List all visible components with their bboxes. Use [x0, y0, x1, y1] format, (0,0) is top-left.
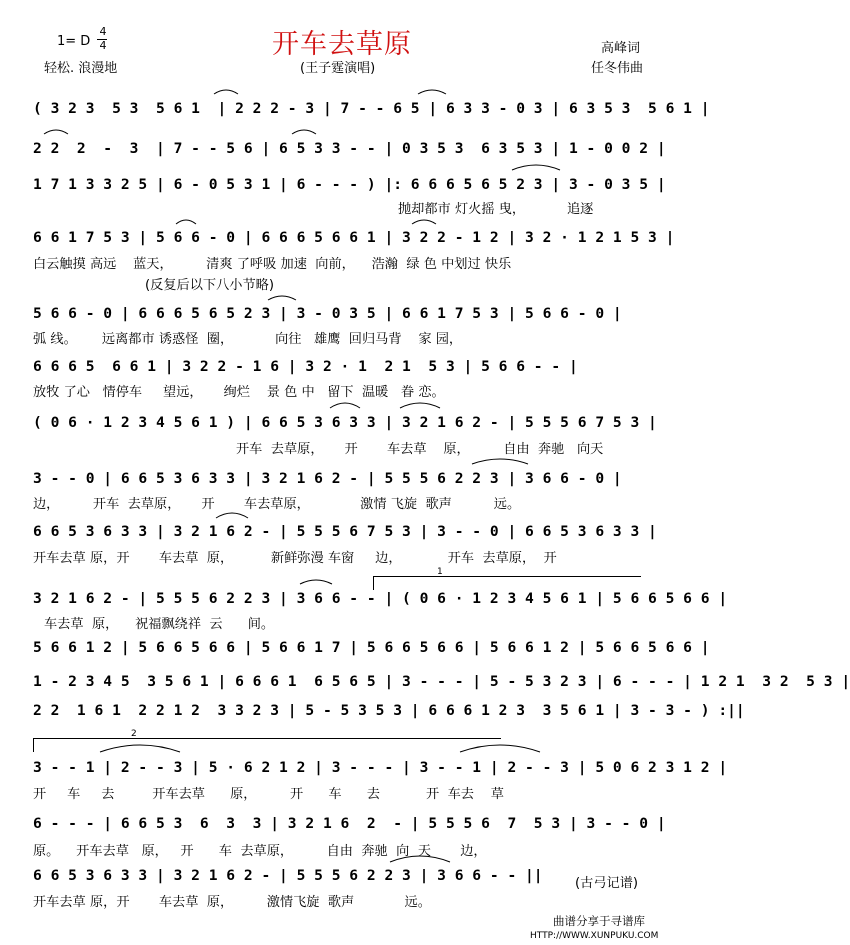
- lyric-line-14: 开 车 去 开车去草 原， 开 车 去 开 车去 草: [33, 787, 504, 802]
- score-line-2: 2 2 2 - 3 | 7 - - 5 6 | 6 5 3 3 - - | 0 3 5 3 6 3 5 3 | 1 - 0 0 2 |: [33, 140, 666, 157]
- time-signature-bottom: 4: [99, 39, 107, 52]
- score-line-13: 2 2 1 6 1 2 2 1 2 3 3 2 3 | 5 - 5 3 5 3 | 6 6 6 1 2 3 3 5 6 1 | 3 - 3 - ) :||: [33, 702, 745, 719]
- score-line-1: ( 3 2 3 5 3 5 6 1 | 2 2 2 - 3 | 7 - - 6 5 | 6 3 3 - 0 3 | 6 3 5 3 5 6 1 |: [33, 100, 710, 117]
- volta-1-label: 1: [437, 567, 443, 577]
- score-line-4: 6 6 1 7 5 3 | 5 6 6 - 0 | 6 6 6 5 6 6 1 | 3 2 2 - 1 2 | 3 2 · 1 2 1 5 3 |: [33, 229, 675, 246]
- volta-2-label: 2: [131, 729, 137, 739]
- score-line-3: 1 7 1 3 3 2 5 | 6 - 0 5 3 1 | 6 - - - ) |: 6 6 6 5 6 5 2 3 | 3 - 0 3 5 |: [33, 176, 666, 193]
- lyric-line-10: 车去草 原， 祝福飘绕祥 云 间。: [44, 617, 275, 632]
- key-signature: 1= D: [57, 34, 91, 49]
- score-line-14: 3 - - 1 | 2 - - 3 | 5 · 6 2 1 2 | 3 - - - | 3 - - 1 | 2 - - 3 | 5 0 6 2 3 1 2 |: [33, 759, 728, 776]
- score-line-12: 1 - 2 3 4 5 3 5 6 1 | 6 6 6 1 6 5 6 5 | 3 - - - | 5 - 5 3 2 3 | 6 - - - | 1 2 1 3 2 5 3 |: [33, 673, 850, 690]
- lyricist-credit: 高峰词: [601, 41, 641, 56]
- lyric-line-4: 白云触摸 高远 蓝天， 清爽 了呼吸 加速 向前， 浩瀚 绿 色 中划过 快乐: [33, 257, 512, 272]
- score-line-10: 3 2 1 6 2 - | 5 5 5 6 2 2 3 | 3 6 6 - - | ( 0 6 · 1 2 3 4 5 6 1 | 5 6 6 5 6 6 |: [33, 590, 728, 607]
- score-line-5: 5 6 6 - 0 | 6 6 6 5 6 5 2 3 | 3 - 0 3 5 | 6 6 1 7 5 3 | 5 6 6 - 0 |: [33, 305, 622, 322]
- score-line-15: 6 - - - | 6 6 5 3 6 3 3 | 3 2 1 6 2 - | 5 5 5 6 7 5 3 | 3 - - 0 |: [33, 815, 666, 832]
- time-signature-top: 4: [99, 25, 107, 38]
- lyric-line-16: 开车去草 原，开 车去草 原， 激情飞旋 歌声 远。: [33, 895, 431, 910]
- score-line-9: 6 6 5 3 6 3 3 | 3 2 1 6 2 - | 5 5 5 6 7 5 3 | 3 - - 0 | 6 6 5 3 6 3 3 |: [33, 523, 657, 540]
- repeat-note: (反复后以下八小节略): [145, 278, 274, 293]
- song-title: 开车去草原: [272, 29, 412, 60]
- score-line-11: 5 6 6 1 2 | 5 6 6 5 6 6 | 5 6 6 1 7 | 5 6 6 5 6 6 | 5 6 6 1 2 | 5 6 6 5 6 6 |: [33, 639, 710, 656]
- lyric-line-7: 开车 去草原， 开 车去草 原， 自由 奔驰 向天: [236, 442, 604, 457]
- composer-credit: 任冬伟曲: [591, 61, 644, 76]
- score-line-8: 3 - - 0 | 6 6 5 3 6 3 3 | 3 2 1 6 2 - | 5 5 5 6 2 2 3 | 3 6 6 - 0 |: [33, 470, 622, 487]
- notation-credit: (古弓记谱): [575, 876, 639, 891]
- tempo-style: 轻松. 浪漫地: [44, 61, 118, 76]
- lyric-line-15: 原。 开车去草 原， 开 车 去草原， 自由 奔驰 向 天 边，: [33, 844, 487, 859]
- singer-credit: (王子霆演唱): [300, 61, 376, 76]
- footer-url[interactable]: HTTP://WWW.XUNPUKU.COM: [530, 931, 659, 941]
- score-line-6: 6 6 6 5 6 6 1 | 3 2 2 - 1 6 | 3 2 · 1 2 1 5 3 | 5 6 6 - - |: [33, 358, 578, 375]
- lyric-line-5: 弧 线。 远离都市 诱惑怪 圈， 向往 雄鹰 回归马背 家 园，: [33, 332, 463, 347]
- lyric-line-9: 开车去草 原，开 车去草 原， 新鲜弥漫 车窗 边， 开车 去草原， 开: [33, 551, 557, 566]
- lyric-line-3: 抛却都市 灯火摇 曳， 追逐: [398, 202, 594, 217]
- lyric-line-6: 放牧 了心 情停车 望远， 绚烂 景 色 中 留下 温暖 眷 恋。: [33, 385, 445, 400]
- lyric-line-8: 边， 开车 去草原， 开 车去草原， 激情 飞旋 歌声 远。: [33, 497, 521, 512]
- score-line-7: ( 0 6 · 1 2 3 4 5 6 1 ) | 6 6 5 3 6 3 3 | 3 2 1 6 2 - | 5 5 5 6 7 5 3 |: [33, 414, 657, 431]
- score-line-16: 6 6 5 3 6 3 3 | 3 2 1 6 2 - | 5 5 5 6 2 2 3 | 3 6 6 - - ||: [33, 867, 543, 884]
- footer-site: 曲谱分享于寻谱库: [553, 914, 645, 928]
